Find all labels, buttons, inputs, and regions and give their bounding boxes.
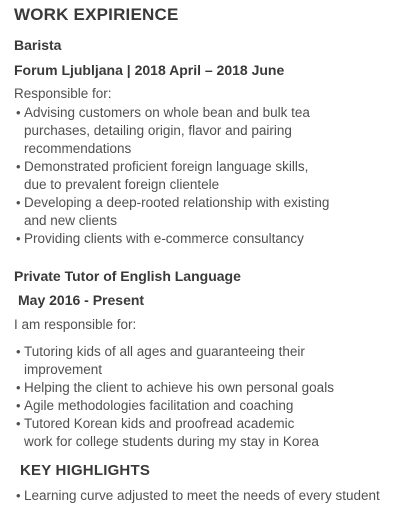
job2-role: Private Tutor of English Language [14, 268, 241, 284]
bullet-icon: • [16, 398, 21, 413]
job2-dates: May 2016 - Present [18, 292, 145, 308]
list-item: • Demonstrated proficient foreign language skills, due to prevalent foreign clientele [16, 159, 309, 192]
bullet-icon: • [16, 344, 21, 359]
list-item: • Tutored Korean kids and proofread academic work for college students during my stay in Korea [16, 416, 319, 449]
work-experience-heading: WORK EXPIRIENCE [14, 5, 179, 24]
highlights-bullet-list [14, 487, 382, 505]
bullet-icon: • [16, 380, 21, 395]
key-highlights-heading: KEY HIGHLIGHTS [20, 462, 151, 479]
list-item: • Tutoring kids of all ages and guaranteeing their improvement [16, 344, 305, 377]
bullet-icon: • [16, 416, 21, 431]
bullet-icon: • [16, 195, 21, 210]
bullet-icon: • [16, 159, 21, 174]
list-item: • Agile methodologies facilitation and coaching [16, 398, 294, 413]
list-item: • Learning curve adjusted to meet the needs of every student [16, 488, 380, 503]
job2-bullet-list [14, 343, 344, 451]
bullet-icon: • [16, 488, 21, 503]
job1-company-dates: Forum Ljubljana | 2018 April – 2018 June [14, 62, 285, 78]
bullet-icon: • [16, 231, 21, 246]
job1-responsible-label: Responsible for: [14, 86, 112, 101]
job2-responsible-label: I am responsible for: [14, 317, 137, 332]
list-item: • Advising customers on whole bean and bulk tea purchases, detailing origin, flavor and pairing recommendations [16, 105, 310, 156]
job1-role: Barista [14, 37, 62, 53]
bullet-icon: • [16, 105, 21, 120]
job1-bullet-list [14, 104, 354, 248]
list-item: • Providing clients with e-commerce consultancy [16, 231, 304, 246]
list-item: • Developing a deep-rooted relationship with existing and new clients [16, 195, 330, 228]
list-item: • Helping the client to achieve his own personal goals [16, 380, 334, 395]
